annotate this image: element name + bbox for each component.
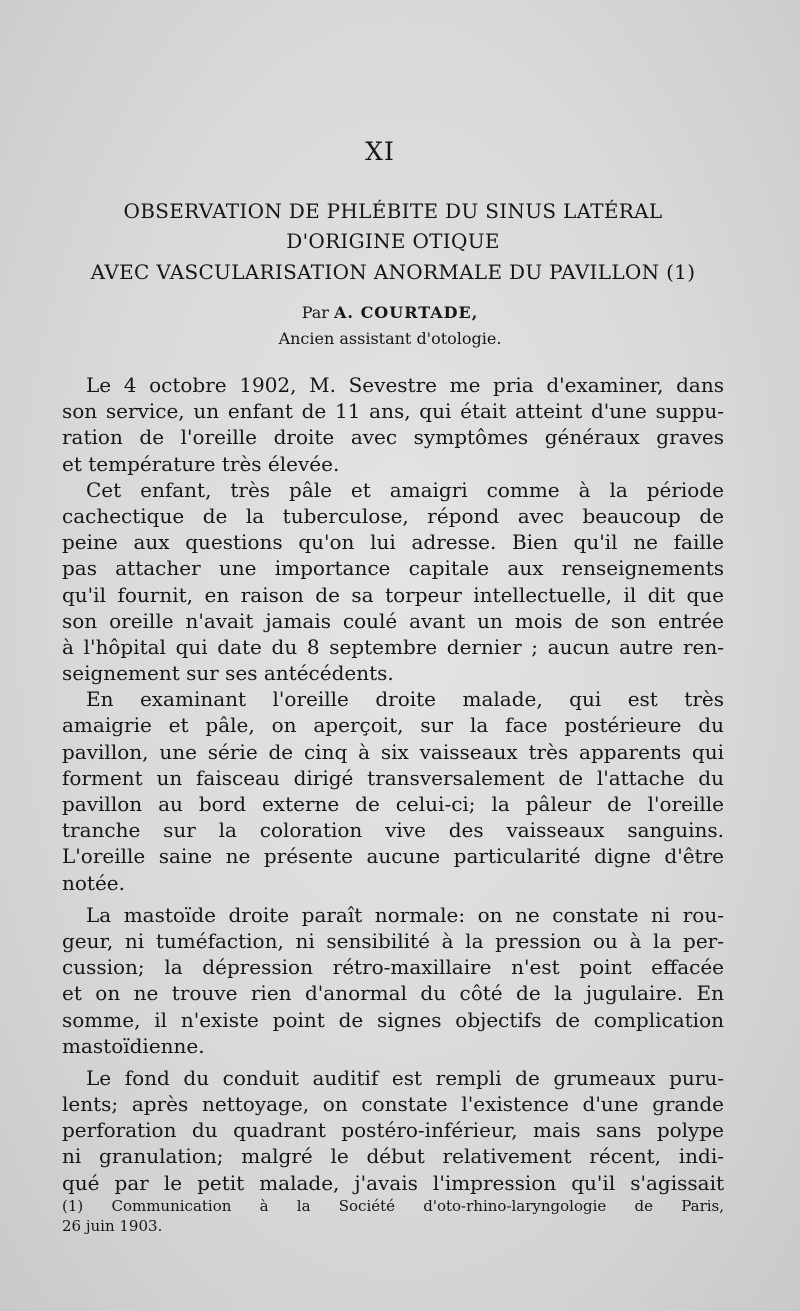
body-line: En examinant l'oreille droite malade, qui est très bbox=[86, 687, 724, 712]
body-line: cachectique de la tuberculose, répond avec beaucoup de bbox=[62, 503, 724, 528]
body-line: cussion; la dépression rétro-maxillaire n'est point effacée bbox=[62, 955, 724, 980]
body-line: Le fond du conduit auditif est rempli de grumeaux puru- bbox=[86, 1065, 724, 1090]
body-line: pas attacher une importance capitale aux renseignements bbox=[62, 556, 724, 581]
body-line: tranche sur la coloration vive des vaisseaux sanguins. bbox=[62, 818, 724, 843]
title-line-1: OBSERVATION DE PHLÉBITE DU SINUS LATÉRAL bbox=[123, 199, 663, 223]
footnote-line: 26 juin 1903. bbox=[62, 1217, 163, 1235]
body-line: Cet enfant, très pâle et amaigri comme à la période bbox=[86, 477, 724, 502]
title-line-3: AVEC VASCULARISATION ANORMALE DU PAVILLON (1) bbox=[90, 260, 696, 284]
body-line: La mastoïde droite paraît normale: on ne constate ni rou- bbox=[86, 902, 724, 927]
title-line-2: D'ORIGINE OTIQUE bbox=[286, 229, 500, 253]
body-line: Le 4 octobre 1902, M. Sevestre me pria d'examiner, dans bbox=[86, 373, 724, 397]
body-line: seignement sur ses antécédents. bbox=[62, 661, 394, 686]
body-line: lents; après nettoyage, on constate l'existence d'une grande bbox=[62, 1092, 724, 1117]
body-line: forment un faisceau dirigé transversalement de l'attache du bbox=[62, 765, 724, 790]
body-line: qué par le petit malade, j'avais l'impression qu'il s'agissait bbox=[62, 1170, 724, 1195]
body-line: ration de l'oreille droite avec symptômes généraux graves bbox=[62, 425, 724, 450]
body-line: et on ne trouve rien d'anormal du côté de la jugulaire. En bbox=[62, 981, 724, 1006]
footnote-line: (1) Communication à la Société d'oto-rhino-laryngologie de Paris, bbox=[62, 1197, 724, 1215]
body-line: son oreille n'avait jamais coulé avant un mois de son entrée bbox=[62, 608, 724, 633]
body-line: son service, un enfant de 11 ans, qui était atteint d'une suppu- bbox=[62, 399, 724, 424]
body-line: qu'il fournit, en raison de sa torpeur intellectuelle, il dit que bbox=[62, 582, 724, 607]
body-line: mastoïdienne. bbox=[62, 1033, 205, 1058]
body-line: amaigrie et pâle, on aperçoit, sur la face postérieure du bbox=[62, 713, 724, 738]
chapter-number: XI bbox=[365, 137, 395, 166]
body-line: L'oreille saine ne présente aucune particularité digne d'être bbox=[62, 844, 724, 869]
body-line: pavillon, une série de cinq à six vaisseaux très apparents qui bbox=[62, 739, 724, 764]
body-line: ni granulation; malgré le début relativement récent, indi- bbox=[62, 1144, 724, 1169]
author-affiliation: Ancien assistant d'otologie. bbox=[278, 329, 502, 348]
footnote bbox=[62, 1196, 724, 1236]
body-line: perforation du quadrant postéro-inférieur, mais sans polype bbox=[62, 1118, 724, 1143]
body-line: pavillon au bord externe de celui-ci; la pâleur de l'oreille bbox=[62, 792, 724, 816]
author-name: A. COURTADE, bbox=[334, 303, 479, 322]
body-line: peine aux questions qu'on lui adresse. Bien qu'il ne faille bbox=[62, 530, 724, 555]
body-line: somme, il n'existe point de signes objectifs de complication bbox=[62, 1007, 724, 1032]
byline bbox=[0, 300, 780, 326]
byline-prefix: Par bbox=[301, 303, 329, 322]
body-line: et température très élevée. bbox=[62, 451, 340, 476]
article-body bbox=[62, 372, 724, 1196]
body-line: notée. bbox=[62, 870, 125, 895]
body-line: à l'hôpital qui date du 8 septembre dernier ; aucun autre ren- bbox=[62, 634, 724, 659]
body-line: geur, ni tuméfaction, ni sensibilité à la pression ou à la per- bbox=[62, 928, 724, 953]
